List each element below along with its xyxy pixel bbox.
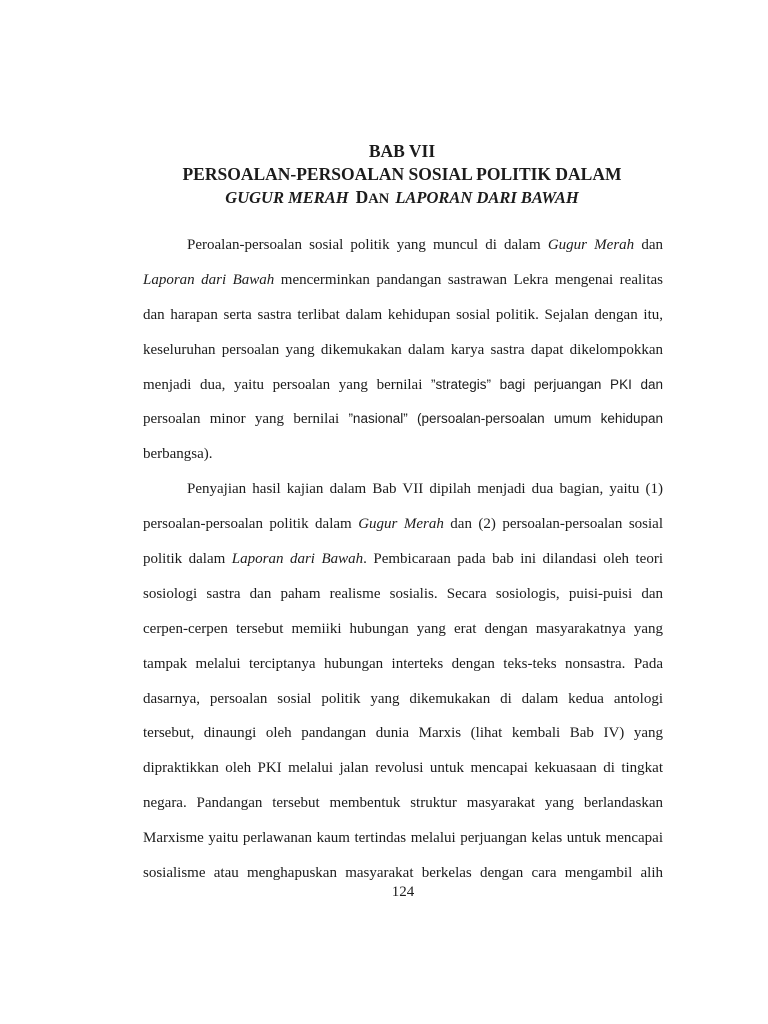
line-text: dan (2) persoalan-persoalan sosial xyxy=(443,516,663,533)
italic-work-title: Laporan dari Bawah xyxy=(231,551,364,568)
work-title: GUGUR MERAH xyxy=(225,188,349,207)
line-text: mencerminkan pandangan sastrawan Lekra mengenai realitas xyxy=(274,271,663,288)
text-line xyxy=(143,298,663,333)
line-text: persoalan minor yang bernilai xyxy=(143,411,349,428)
text-line xyxy=(143,821,663,856)
text-line xyxy=(143,786,663,821)
line-text: dan harapan serta sastra terlibat dalam kehidupan sosial politik. Sejalan dengan itu, xyxy=(143,306,663,323)
line-text: Penyajian hasil kajian dalam Bab VII dipilah menjadi dua bagian, yaitu (1) xyxy=(187,481,663,498)
line-text: persoalan-persoalan politik dalam xyxy=(143,516,359,533)
page-number: 124 xyxy=(391,884,415,900)
line-text: Peroalan-persoalan sosial politik yang muncul di dalam xyxy=(187,237,548,253)
line-text: berbangsa). xyxy=(143,446,213,463)
text-line xyxy=(143,751,663,786)
line-text: Marxisme yaitu perlawanan kaum tertindas melalui perjuangan kelas untuk mencapai xyxy=(143,830,663,847)
text-line xyxy=(143,647,663,682)
line-text: . Pembicaraan pada bab ini dilandasi oleh teori xyxy=(363,551,663,568)
line-text: negara. Pandangan tersebut membentuk struktur masyarakat yang berlandaskan xyxy=(143,795,663,812)
text-line xyxy=(143,333,663,368)
work-title: LAPORAN DARI BAWAH xyxy=(395,188,579,207)
alt-font-text: ”strategis” bagi perjuangan PKI dan xyxy=(431,376,663,392)
text-line xyxy=(143,437,663,472)
line-text: cerpen-cerpen tersebut memiiki hubungan yang erat dengan masyarakatnya yang xyxy=(143,620,663,637)
line-text: sosialisme atau menghapuskan masyarakat berkelas dengan cara mengambil alih xyxy=(143,865,663,882)
chapter-title-line-2 xyxy=(143,186,661,211)
text-line xyxy=(143,612,663,647)
text-line xyxy=(143,263,663,298)
line-text: dasarnya, persoalan sosial politik yang dikemukakan di dalam kedua antologi xyxy=(143,690,663,707)
conjunction: DAN xyxy=(355,187,390,207)
text-line xyxy=(143,577,663,612)
body-text xyxy=(143,228,663,891)
line-text: menjadi dua, yaitu persoalan yang bernilai xyxy=(143,376,432,393)
text-line xyxy=(143,472,663,507)
chapter-number: BAB VII xyxy=(368,141,436,161)
text-line xyxy=(143,507,663,542)
text-line xyxy=(143,716,663,751)
text-line xyxy=(143,682,663,717)
chapter-heading xyxy=(143,140,661,211)
italic-work-title: Gugur Merah xyxy=(547,237,635,253)
italic-work-title: Laporan dari Bawah xyxy=(143,271,275,288)
chapter-title-line-1: PERSOALAN-PERSOALAN SOSIAL POLITIK DALAM xyxy=(182,164,622,184)
line-text: politik dalam xyxy=(143,551,232,568)
text-line xyxy=(143,368,663,403)
text-line xyxy=(143,402,663,437)
line-text: sosiologi sastra dan paham realisme sosialis. Secara sosiologis, puisi-puisi dan xyxy=(143,585,663,602)
line-text: dan xyxy=(634,237,663,253)
text-line xyxy=(143,542,663,577)
line-text: tampak melalui terciptanya hubungan interteks dengan teks-teks nonsastra. Pada xyxy=(143,655,663,672)
line-text: dipraktikkan oleh PKI melalui jalan revolusi untuk mencapai kekuasaan di tingkat xyxy=(143,760,663,777)
italic-work-title: Gugur Merah xyxy=(358,516,444,533)
line-text: tersebut, dinaungi oleh pandangan dunia Marxis (lihat kembali Bab IV) yang xyxy=(143,725,663,742)
text-line xyxy=(143,228,663,263)
alt-font-text: ”nasional” (persoalan-persoalan umum kehidupan xyxy=(348,411,663,427)
line-text: keseluruhan persoalan yang dikemukakan dalam karya sastra dapat dikelompokkan xyxy=(143,341,663,358)
